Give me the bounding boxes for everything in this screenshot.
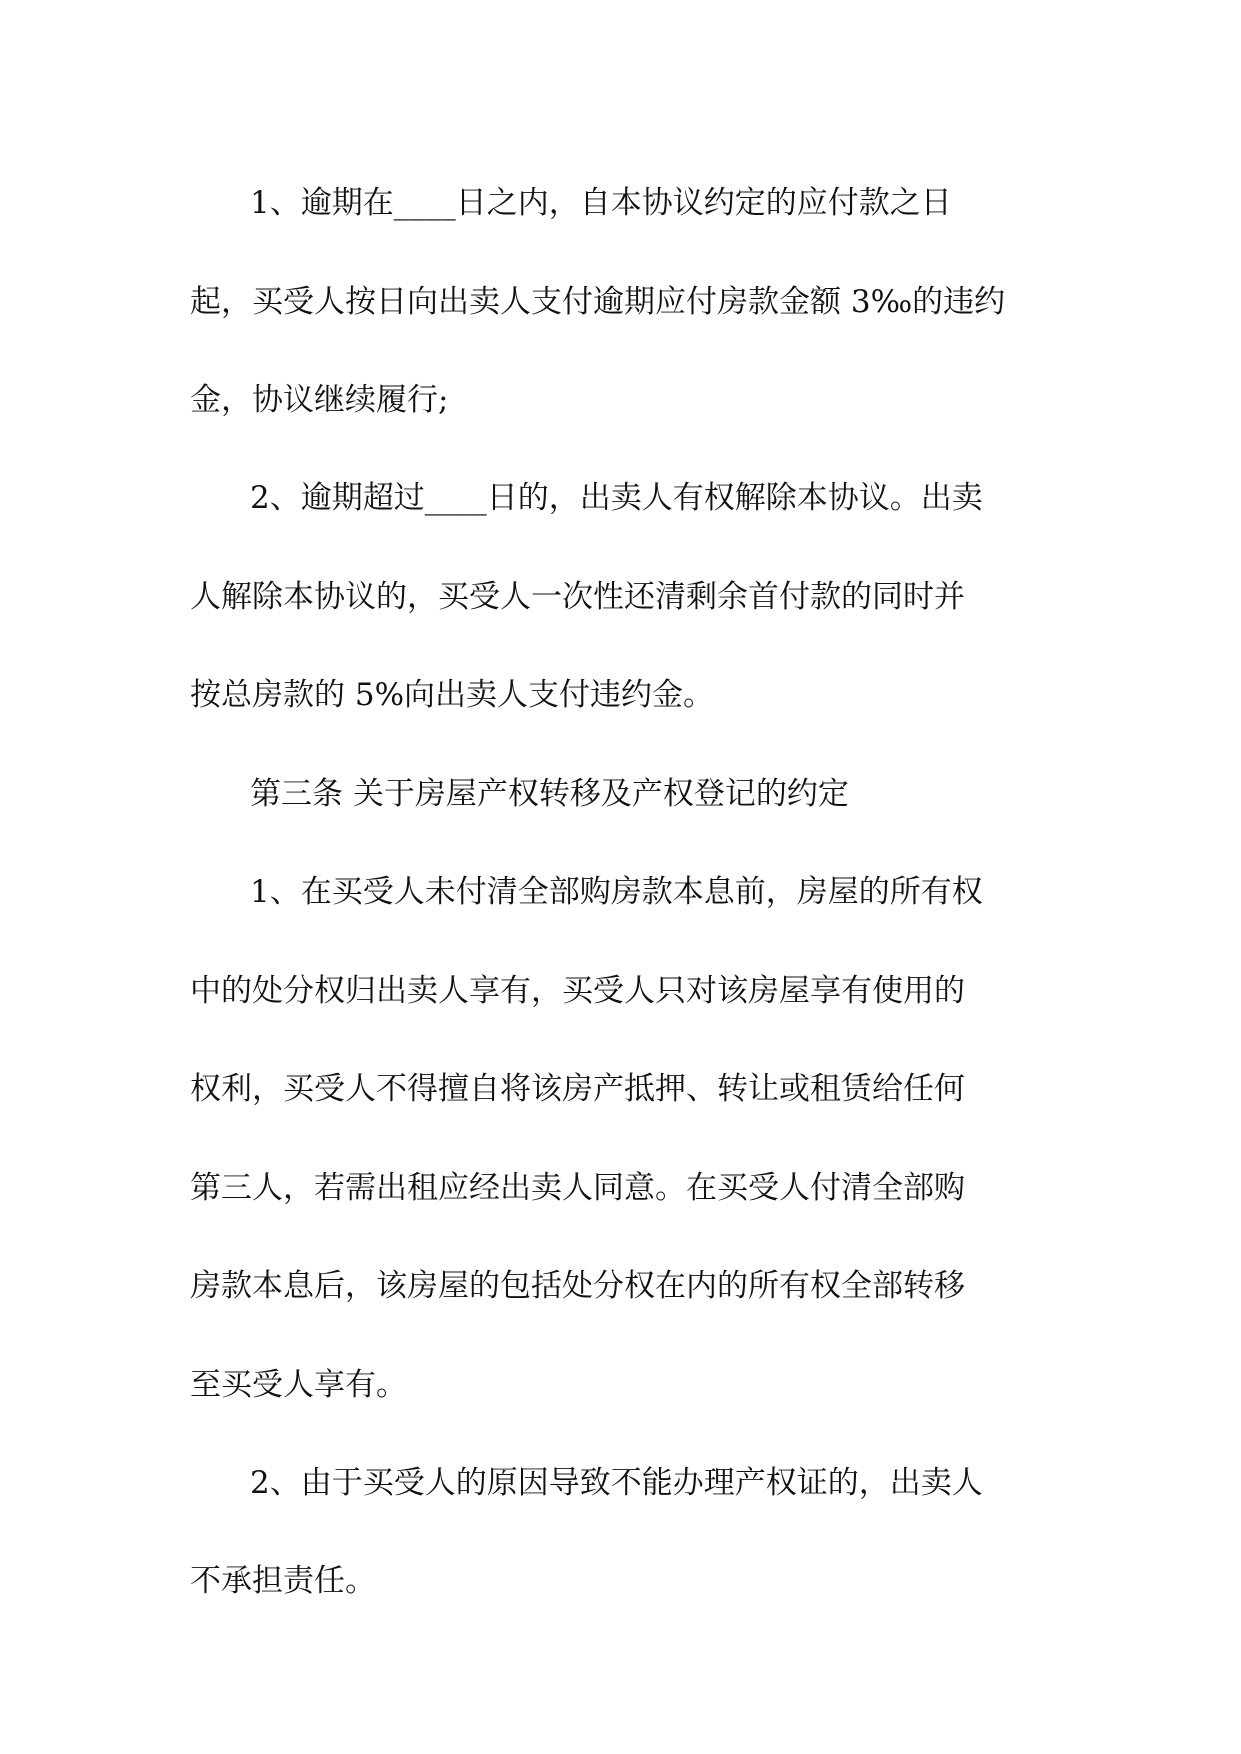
paragraph-line: 不承担责任。 [190,1563,376,1599]
section-heading: 第三条 关于房屋产权转移及产权登记的约定 [250,776,849,812]
paragraph-line: 2、逾期超过____日的，出卖人有权解除本协议。出卖 [250,480,983,516]
paragraph-line: 金，协议继续履行; [190,382,449,418]
paragraph-line: 1、逾期在____日之内，自本协议约定的应付款之日 [250,185,952,221]
paragraph-line: 起，买受人按日向出卖人支付逾期应付房款金额 3‰的违约 [190,284,1006,320]
paragraph-line: 权利，买受人不得擅自将该房产抵押、转让或租赁给任何 [190,1071,965,1107]
paragraph-line: 第三人，若需出租应经出卖人同意。在买受人付清全部购 [190,1170,965,1206]
paragraph-line: 至买受人享有。 [190,1367,407,1403]
paragraph-line: 2、由于买受人的原因导致不能办理产权证的，出卖人 [250,1465,983,1501]
paragraph-line: 房款本息后，该房屋的包括处分权在内的所有权全部转移 [190,1268,965,1304]
paragraph-line: 1、在买受人未付清全部购房款本息前，房屋的所有权 [250,874,983,910]
paragraph-line: 人解除本协议的，买受人一次性还清剩余首付款的同时并 [190,579,965,615]
paragraph-line: 按总房款的 5%向出卖人支付违约金。 [190,677,715,713]
paragraph-line: 中的处分权归出卖人享有，买受人只对该房屋享有使用的 [190,973,965,1009]
